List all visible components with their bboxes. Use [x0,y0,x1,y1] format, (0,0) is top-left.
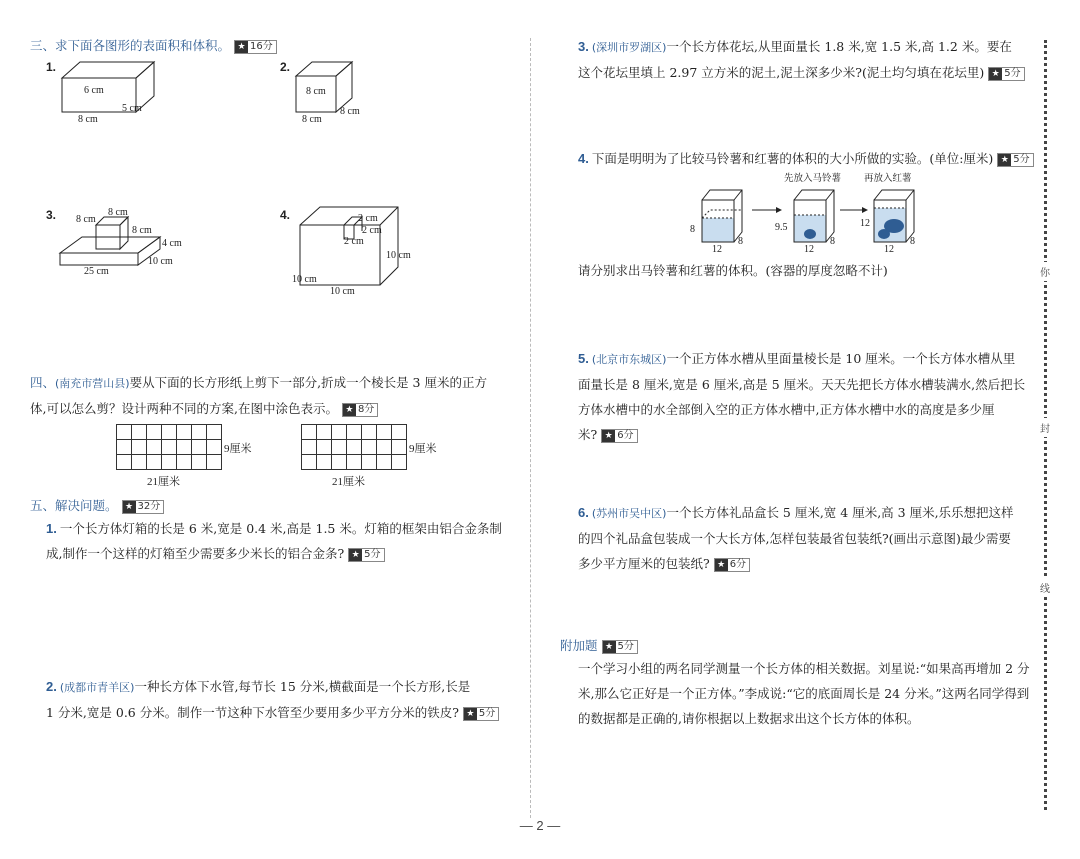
question-number: 2. [46,679,57,694]
length-label: 8 cm [302,114,322,125]
question-line: 这个花坛里填上 2.97 立方米的泥土,泥土深多少米?(泥土均匀填在花坛里) [578,65,985,80]
question-line: 体,可以怎么剪？设计两种不同的方案,在图中涂色表示。 [30,401,338,416]
container-c-depth: 8 [910,236,915,247]
notch-label-3: 2 cm [344,236,364,247]
question-3 [578,34,1034,85]
height-label: 6 cm [84,85,104,96]
score-badge: ★ 5分 [463,707,499,721]
container-b-width: 12 [804,244,814,255]
grid-paper-1[interactable] [116,424,222,470]
question-number: 6. [578,505,589,520]
question-line: 一个长方体花坛,从里面量长 1.8 米,宽 1.5 米,高 1.2 米。要在 [666,39,1012,54]
star-icon: ★ [464,708,477,720]
extra-question-title: 附加题 ★ 5分 [560,636,638,654]
score-badge: ★ 5分 [997,153,1033,167]
score-badge: ★ 6分 [601,429,637,443]
source-tag: (苏州市吴中区) [591,507,667,520]
page-number: — 2 — [519,818,561,833]
cube-height-label: 8 cm [76,214,96,225]
question-line: 一个学习小组的两名同学测量一个长方体的相关数据。刘星说:“如果高再增加 2 分 [578,661,1030,676]
figure-number: 2. [280,60,291,74]
question-line: 一个长方体灯箱的长是 6 米,宽是 0.4 米,高是 1.5 米。灯箱的框架由铝合金条制 [59,521,502,536]
star-icon: ★ [343,404,356,416]
source-tag: (北京市东城区) [591,353,667,366]
container-a-height: 8 [690,224,695,235]
question-line: 1 分米,宽是 0.6 分米。制作一节这种下水管至少要用多少平方分米的铁皮? [46,705,459,720]
base-width-label: 10 cm [148,256,173,267]
figure-4-notched-cube [280,205,420,300]
container-c-width: 12 [884,244,894,255]
question-6 [578,500,1034,576]
score-badge: ★ 6分 [714,558,750,572]
question-line: 一种长方体下水管,每节长 15 分米,横截面是一个长方形,长是 [134,679,471,694]
grid-height-label: 9厘米 [224,443,252,455]
question-line: 方体水槽中的水全部倒入空的正方体水槽中,正方体水槽中水的高度是多少厘 [578,402,995,417]
question-1 [46,516,526,566]
star-icon: ★ [602,430,615,442]
question-line: 一个正方体水槽从里面量棱长是 10 厘米。一个长方体水槽从里 [666,351,1016,366]
section-4-question [30,370,520,421]
binding-char-2: 封 [1040,418,1050,437]
step-caption-2: 再放入红薯 [864,174,912,184]
star-icon: ★ [989,68,1002,80]
source-tag: (成都市青羊区) [59,681,135,694]
question-line: 要从下面的长方形纸上剪下一部分,折成一个棱长是 3 厘米的正方 [129,375,487,390]
question-line: 米,那么它正好是一个正方体。”李成说:“它的底面周长是 24 分米。”这两名同学得到 [578,686,1030,701]
cube-length-label: 8 cm [108,207,128,218]
question-line: 下面是明明为了比较马铃薯和红薯的体积的大小所做的实验。(单位:厘米) [591,151,994,166]
star-icon: ★ [349,549,362,561]
section-5-title: 五、解决问题。 ★ 32分 [30,496,164,514]
container-a-depth: 8 [738,236,743,247]
figure-number: 4. [280,208,291,222]
question-line: 的四个礼品盒包装成一个大长方体,怎样包装最省包装纸?(画出示意图)最少需要 [578,531,1011,546]
source-tag: (南充市营山县) [55,377,130,390]
question-line: 请分别求出马铃薯和红薯的体积。(容器的厚度忽略不计) [578,263,888,278]
container-a-width: 12 [712,244,722,255]
score-badge: ★ 5分 [348,548,384,562]
figure-2-cube [280,60,390,130]
question-number: 4. [578,151,589,166]
question-4-subtext [578,258,1034,283]
score-badge: ★ 8分 [342,403,378,417]
question-line: 成,制作一个这样的灯箱至少需要多少米长的铝合金条? [46,546,345,561]
question-line: 一个长方体礼品盒长 5 厘米,宽 4 厘米,高 3 厘米,乐乐想把这样 [666,505,1014,520]
cube-width-label: 8 cm [132,225,152,236]
step-caption-1: 先放入马铃薯 [784,174,842,184]
width-label: 8 cm [340,106,360,117]
source-tag: (深圳市罗湖区) [591,41,667,54]
score-badge: ★ 32分 [122,500,165,514]
question-number: 3. [578,39,589,54]
binding-char-3: 线 [1040,578,1050,597]
height-label: 8 cm [306,86,326,97]
star-icon: ★ [715,559,728,571]
binding-char-1: 你 [1040,262,1050,281]
score-badge: ★ 5分 [602,640,638,654]
question-line: 米? [578,427,598,442]
container-b-height: 9.5 [775,222,788,233]
column-divider [530,38,531,818]
figure-3-composite [46,205,196,280]
grid-width-label: 21厘米 [332,476,365,488]
question-number: 1. [46,521,57,536]
container-c-height: 12 [860,218,870,229]
star-icon: ★ [123,501,136,513]
figure-1-cuboid [46,60,166,130]
width-label: 10 cm [292,274,317,285]
question-2 [46,674,526,725]
experiment-figure [688,168,928,258]
width-label: 5 cm [122,103,142,114]
notch-label-1: 2 cm [358,213,378,224]
question-line: 多少平方厘米的包装纸? [578,556,710,571]
cuboid-drawing [60,60,170,120]
score-badge: ★ 5分 [988,67,1024,81]
length-label: 8 cm [78,114,98,125]
section-3-title: 三、求下面各图形的表面积和体积。 ★ 16分 [30,36,277,54]
question-line: 的数据都是正确的,请你根据以上数据求出这个长方体的体积。 [578,711,920,726]
question-number: 5. [578,351,589,366]
grid-height-label: 9厘米 [409,443,437,455]
height-label: 10 cm [386,250,411,261]
star-icon: ★ [235,41,248,53]
extra-question [578,656,1034,731]
figure-number: 1. [46,60,57,74]
score-badge: ★ 16分 [234,40,277,54]
star-icon: ★ [603,641,616,653]
grid-width-label: 21厘米 [147,476,180,488]
question-5 [578,346,1034,447]
grid-paper-2[interactable] [301,424,407,470]
star-icon: ★ [998,154,1011,166]
figure-number: 3. [46,208,57,222]
length-label: 10 cm [330,286,355,297]
base-height-label: 4 cm [162,238,182,249]
notch-label-2: 2 cm [362,225,382,236]
question-line: 面量长是 8 厘米,宽是 6 厘米,高是 5 厘米。天天先把长方体水槽装满水,然后把长 [578,377,1026,392]
base-length-label: 25 cm [84,266,109,277]
container-b-depth: 8 [830,236,835,247]
section-label: 四、 [30,375,56,390]
